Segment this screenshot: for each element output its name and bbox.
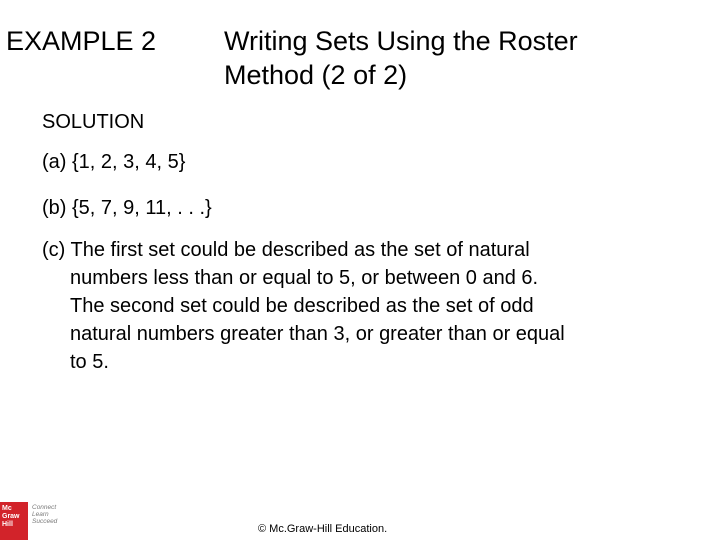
solution-part-a: (a) {1, 2, 3, 4, 5} xyxy=(42,151,186,173)
logo-tagline-word: Learn xyxy=(32,511,49,518)
logo-text: Hill xyxy=(2,521,13,528)
copyright-notice: © Mc.Graw-Hill Education. xyxy=(258,523,388,535)
logo-tagline xyxy=(32,504,57,525)
part-c-line: to 5. xyxy=(70,351,109,373)
solution-part-c xyxy=(42,236,692,376)
logo-tagline-word: Succeed xyxy=(32,518,58,525)
logo-text: Graw xyxy=(2,513,20,520)
slide-title-line-1: Writing Sets Using the Roster xyxy=(224,26,578,56)
solution-heading: SOLUTION xyxy=(42,111,145,133)
slide-title xyxy=(224,24,704,92)
logo-text: Mc xyxy=(2,505,12,512)
logo-red-block xyxy=(0,502,28,540)
slide-title-line-2: Method (2 of 2) xyxy=(224,60,408,90)
part-c-line: natural numbers greater than 3, or greater than or equal xyxy=(70,323,565,345)
mcgraw-hill-logo xyxy=(0,500,80,540)
solution-part-b: (b) {5, 7, 9, 11, . . .} xyxy=(42,197,212,219)
logo-tagline-word: Connect xyxy=(32,504,57,511)
part-c-line: The second set could be described as the set of odd xyxy=(70,295,534,317)
part-c-line: numbers less than or equal to 5, or between 0 and 6. xyxy=(70,267,539,289)
example-label: EXAMPLE 2 xyxy=(6,26,157,56)
part-c-line: (c) The first set could be described as the set of natural xyxy=(42,239,530,261)
